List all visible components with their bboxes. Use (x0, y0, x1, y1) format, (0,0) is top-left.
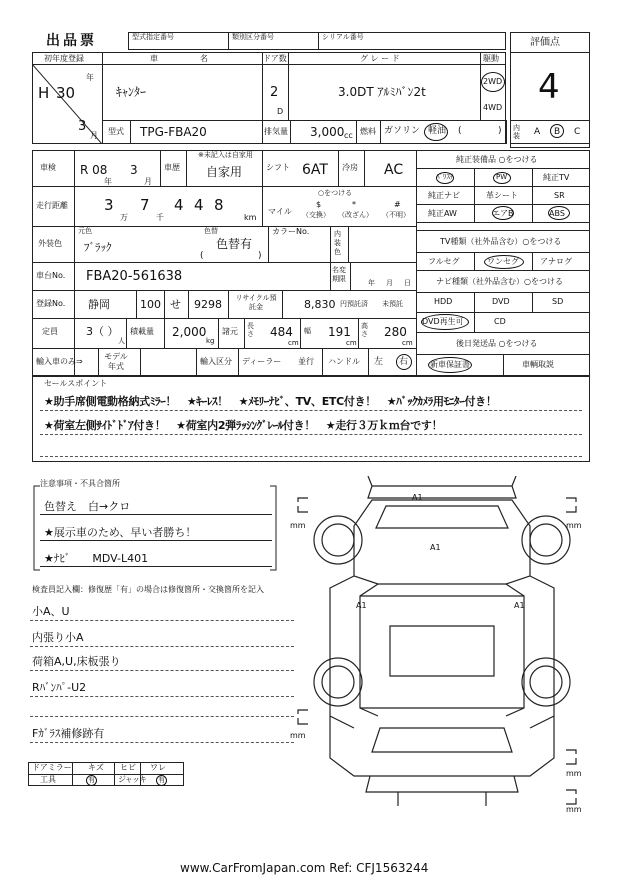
mileage-digit-3: 4 (174, 196, 184, 214)
dmg-hood: A1 (430, 543, 441, 552)
color-no-label: カラーNo. (272, 227, 310, 236)
score-value: 4 (538, 67, 560, 107)
reg-class: 100 (140, 298, 161, 311)
reg-number: 9298 (194, 298, 222, 311)
year-unit: 年 (86, 73, 94, 82)
width: 191 (328, 325, 351, 339)
inspection-year-unit: 年 (104, 177, 112, 186)
notes-label: 注意事項・不具合箇所 (40, 479, 120, 488)
navi-sd: SD (552, 297, 564, 306)
later-manual: 車輌取説 (522, 360, 554, 369)
interior-c: C (574, 127, 581, 137)
equip-navi: 純正ナビ (428, 191, 460, 200)
name-label: 名 (200, 54, 208, 63)
equip-leather: 革シート (486, 191, 518, 200)
note-line-1: 色替え 白→クロ (44, 500, 131, 513)
fuel-label: 燃料 (360, 127, 376, 136)
interior-label: 内装 (513, 124, 520, 140)
first-reg-month: 3 (78, 119, 87, 134)
serial-label: シリアル番号 (322, 33, 364, 41)
vehicle-damage-diagram (290, 476, 594, 816)
color-change: 色替有 (216, 237, 253, 251)
first-reg-label: 初年度登録 (44, 54, 84, 63)
grade-label: グ レ ー ド (360, 54, 400, 63)
capacity-unit: 人 (118, 337, 125, 345)
recycle-unit: 円預託済 (340, 300, 368, 308)
mileage-note: ○をつける (318, 189, 353, 197)
equip-abs: ABS (549, 209, 565, 218)
cc-unit: cc (344, 131, 353, 140)
inspector-line-2: 内張り小A (32, 631, 84, 644)
chassis-number: FBA20-561638 (86, 269, 183, 284)
capacity-label: 定員 (42, 327, 58, 336)
exchange-sym: $ (316, 200, 322, 209)
reg-place: 静岡 (88, 298, 110, 311)
load-label: 積載量 (130, 327, 154, 336)
score-label: 評価点 (530, 37, 560, 48)
interior-score: B (554, 127, 561, 137)
name-change-month: 月 (386, 279, 393, 287)
tamper-label: （改ざん） (338, 211, 373, 219)
load-unit: kg (206, 337, 215, 345)
aircon-label: 冷房 (342, 163, 358, 172)
navi-dvd: DVD (492, 297, 510, 306)
height: 280 (384, 325, 407, 339)
shift-value: 6AT (302, 162, 328, 178)
door-count: 2 (270, 85, 279, 100)
navi-type-title: ナビ種類（社外品含む）○をつける (436, 277, 563, 286)
interior-a: A (534, 127, 541, 137)
door-unit: D (277, 107, 284, 116)
load-capacity: 2,000 (172, 325, 207, 339)
color-change-label: 色替 (204, 227, 218, 235)
fuel-gasoline: ガソリン (384, 126, 421, 136)
unknown-label: （不明） (382, 211, 410, 219)
later-shipping-title: 後日発送品 ○をつける (456, 339, 538, 348)
inspection-label: 車検 (40, 163, 56, 172)
footer-ref: www.CarFromJapan.com Ref: CFJ1563244 (180, 861, 429, 875)
chassis-label: 車台No. (36, 271, 66, 280)
recycle-amount: 8,830 (304, 298, 336, 311)
shift-label: シフト (266, 163, 290, 172)
length: 484 (270, 325, 293, 339)
mile-label: マイル (268, 207, 292, 216)
dmg-left-side: A1 (356, 601, 367, 610)
tv-analog: アナログ (540, 257, 572, 266)
tread-spare-unit: mm (566, 805, 582, 814)
acc-tools-present: 有 (88, 776, 95, 784)
tv-oneseg: ワンセグ (487, 257, 519, 266)
doors-label: ドア数 (263, 54, 287, 63)
length-unit: cm (288, 339, 299, 347)
handle-right: 右 (399, 357, 409, 367)
history-note: ※未記入は自家用 (198, 151, 253, 159)
exchange-label: （交換） (302, 211, 330, 219)
inspector-line-4: Rﾊﾞﾝﾊﾟ-U2 (32, 681, 87, 694)
grade-value: 3.0DT ｱﾙﾐﾊﾞﾝ2t (338, 85, 426, 99)
later-warranty: 新車保証書 (430, 360, 470, 369)
drive-4wd: 4WD (483, 103, 503, 112)
acc-jack-present: 有 (158, 776, 165, 784)
mileage-digit-4: 4 (194, 196, 204, 214)
drive-2wd: 2WD (483, 77, 503, 86)
inspection-month: 3 (130, 163, 138, 177)
name-change-year: 年 (368, 279, 375, 287)
model-code: TPG-FBA20 (140, 125, 207, 139)
car-label: 車 (150, 54, 158, 63)
mileage-sen-unit: 千 (156, 213, 164, 222)
mileage-digit-2: 7 (140, 196, 150, 214)
header-fields (128, 32, 506, 50)
import-div-label: 輸入区分 (200, 357, 232, 366)
mileage-digit-1: 3 (104, 196, 114, 214)
tread-rr-unit: mm (566, 769, 582, 778)
note-line-3: ★ﾅﾋﾞ MDV-L401 (44, 552, 149, 565)
parallel-label: 並行 (298, 357, 314, 366)
aircon-value: AC (384, 162, 404, 178)
acc-jack: ジャッキ (118, 775, 146, 784)
handle-left: 左 (374, 357, 384, 367)
model-label: 型式 (108, 127, 124, 136)
navi-hdd: HDD (434, 297, 453, 306)
navi-dvd-play: DVD再生可 (422, 317, 464, 326)
inspection-date: R 08 (80, 163, 108, 177)
reg-label: 登録No. (36, 299, 66, 308)
import-label: 輸入車のみ⇒ (36, 357, 83, 366)
color-label: 外装色 (38, 239, 62, 248)
inspector-label: 検査員記入欄：修復歴「有」の場合は修復箇所・交換箇所を記入 (32, 585, 264, 594)
width-unit: cm (346, 339, 357, 347)
mileage-km-unit: km (244, 213, 257, 222)
sales-point-label: セールスポイント (44, 379, 108, 388)
equip-sunroof: SR (554, 191, 565, 200)
first-reg-year: 30 (56, 84, 76, 102)
equip-power-window: PW (496, 173, 508, 181)
length-label: 長さ (247, 322, 254, 338)
equip-tv: 純正TV (543, 173, 570, 182)
orig-color: ﾌﾞﾗｯｸ (84, 241, 112, 254)
history-value: 自家用 (206, 165, 243, 179)
dealer-label: ディーラー (242, 357, 282, 366)
acc-crack: ヒビ (120, 763, 136, 772)
navi-cd: CD (494, 317, 506, 326)
height-unit: cm (402, 339, 413, 347)
inspector-line-1: 小A、U (32, 605, 70, 618)
first-reg-era: H (38, 84, 50, 102)
spec-label: 諸元 (222, 327, 238, 336)
mileage-man-unit: 万 (120, 213, 128, 222)
note-line-2: ★展示車のため、早い者勝ち！ (44, 526, 197, 539)
dmg-right-side: A1 (514, 601, 525, 610)
dmg-front-bumper: A1 (412, 493, 423, 502)
tv-fullseg: フルセグ (428, 257, 460, 266)
history-label: 車歴 (164, 163, 180, 172)
orig-color-label: 元色 (78, 227, 92, 235)
fuel-diesel: 軽油 (428, 126, 447, 136)
displacement-label: 排気量 (264, 127, 288, 136)
type-designation-label: 型式指定番号 (132, 33, 174, 41)
sheet-title: 出品票 (46, 33, 97, 49)
unknown-sym: # (394, 200, 401, 209)
inspection-month-unit: 月 (144, 177, 152, 186)
tread-fl-unit: mm (290, 521, 306, 530)
height-label: 高さ (361, 322, 368, 338)
sales-line-2: ★荷室左側ｻｲﾄﾞﾄﾞｱ付き！ ★荷室内2弾ﾗｯｼﾝｸﾞﾚｰﾙ付き！ ★走行３万ｋｍ台です！ (44, 419, 443, 432)
drive-label: 駆動 (483, 54, 499, 63)
recycle-unpaid: 未預託 (382, 300, 403, 308)
interior-color-label: 内装色 (334, 230, 341, 256)
acc-tools: 工具 (40, 775, 56, 784)
category-label: 類別区分番号 (232, 33, 274, 41)
mileage-label: 走行距離 (36, 201, 68, 210)
inspector-line-3: 荷箱A,U,床板張り (32, 655, 121, 668)
handle-label: ハンドル (328, 357, 360, 366)
acc-mirror: ドアミラー (32, 763, 72, 772)
mileage-digit-5: 8 (214, 196, 224, 214)
name-change-day: 日 (404, 279, 411, 287)
model-year-label: モデル年式 (104, 352, 128, 371)
tamper-sym: * (352, 200, 356, 209)
equipment-title: 純正装備品 ○をつける (456, 155, 538, 164)
tv-type-title: TV種類（社外品含む）○をつける (440, 237, 562, 246)
capacity: 3（ ） (86, 325, 119, 338)
equip-alloy: 純正AW (428, 209, 457, 218)
sales-line-1: ★助手席側電動格納式ﾐﾗｰ！ ★ｷｰﾚｽ！ ★ﾒﾓﾘｰﾅﾋﾞ、TV、ETC付き！ ★ﾊﾞｯｸｶﾒﾗ用ﾓﾆﾀｰ付き！ (44, 395, 497, 408)
recycle-label: リサイクル預託金 (235, 294, 277, 311)
car-name: ｷｬﾝﾀｰ (116, 85, 147, 99)
acc-break: ワレ (150, 763, 166, 772)
acc-scratch: キズ (88, 763, 104, 772)
tread-fr-unit: mm (566, 521, 582, 530)
name-change-label: 名変期限 (332, 266, 346, 283)
inspector-line-5: Fｶﾞﾗｽ補修跡有 (32, 727, 105, 740)
equip-airbag: エアB (492, 209, 514, 218)
reg-kana: せ (170, 298, 181, 311)
equip-power-steering: ﾊﾟﾜｽﾃ (436, 173, 454, 181)
width-label: 幅 (304, 327, 311, 335)
displacement: 3,000 (310, 125, 345, 139)
month-unit: 月 (90, 131, 98, 140)
tread-rl-unit: mm (290, 731, 306, 740)
